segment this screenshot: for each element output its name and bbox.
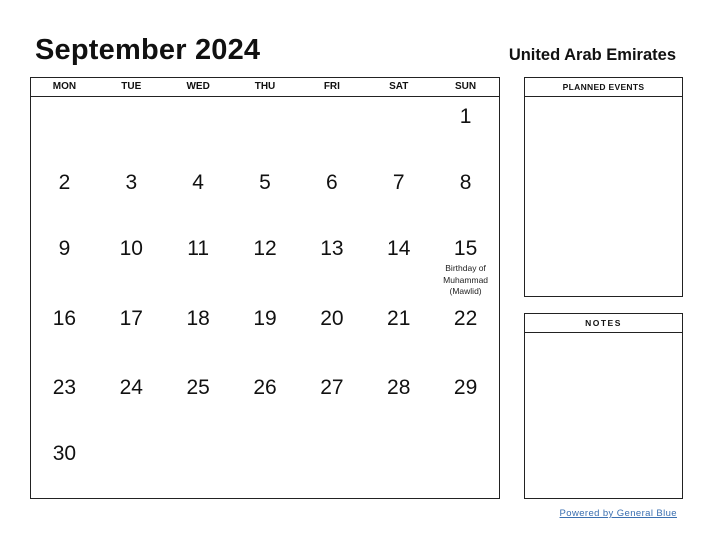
planned-events-panel	[524, 77, 683, 297]
day-cell	[232, 229, 299, 299]
calendar-week	[31, 229, 499, 299]
day-number: 24	[119, 376, 143, 399]
day-number: 15	[453, 237, 478, 260]
day-number: 2	[58, 171, 71, 194]
day-cell	[232, 299, 299, 368]
day-number	[98, 97, 165, 105]
day-number: 29	[453, 376, 478, 399]
day-cell	[165, 434, 232, 498]
weekday-tue: TUE	[121, 81, 142, 92]
day-cell	[165, 299, 232, 368]
day-number: 16	[52, 307, 77, 330]
day-number: 10	[119, 237, 143, 260]
day-number	[31, 97, 98, 105]
day-cell	[298, 368, 365, 434]
day-cell	[232, 368, 299, 434]
day-cell	[298, 229, 365, 299]
calendar-grid	[30, 77, 500, 499]
notes-panel	[524, 313, 683, 499]
calendar-week	[31, 368, 499, 434]
day-number: 12	[253, 237, 277, 260]
day-cell	[432, 368, 499, 434]
day-number	[365, 434, 432, 442]
day-cell	[432, 163, 499, 229]
day-number	[432, 434, 499, 442]
day-cell	[232, 97, 299, 163]
day-cell	[432, 229, 499, 299]
day-number: 7	[392, 171, 405, 194]
weekday-mon: MON	[52, 81, 77, 92]
day-cell	[98, 299, 165, 368]
day-number: 19	[253, 307, 277, 330]
planned-events-title: PLANNED EVENTS	[525, 78, 682, 97]
day-number	[298, 434, 365, 442]
day-number: 20	[320, 307, 344, 330]
weekday-thu: THU	[254, 81, 276, 92]
day-number: 23	[52, 376, 77, 399]
calendar-week	[31, 97, 499, 163]
day-number: 5	[259, 171, 271, 194]
day-cell	[298, 299, 365, 368]
day-cell	[31, 299, 98, 368]
day-cell	[298, 97, 365, 163]
day-cell	[98, 434, 165, 498]
calendar-week	[31, 299, 499, 368]
day-cell	[365, 368, 432, 434]
day-cell	[365, 299, 432, 368]
day-cell	[98, 229, 165, 299]
day-cell	[31, 97, 98, 163]
day-number: 14	[387, 237, 411, 260]
day-cell	[165, 229, 232, 299]
calendar-week	[31, 434, 499, 498]
day-cell	[165, 368, 232, 434]
day-cell	[232, 434, 299, 498]
weekday-header	[31, 78, 499, 97]
day-number: 22	[453, 307, 478, 330]
day-cell	[432, 434, 499, 498]
day-number: 17	[119, 307, 143, 330]
day-cell	[365, 229, 432, 299]
day-number: 6	[326, 171, 338, 194]
notes-title: NOTES	[525, 314, 682, 333]
weekday-fri: FRI	[323, 81, 340, 92]
day-number	[165, 434, 232, 442]
day-number	[298, 97, 365, 105]
day-number: 28	[387, 376, 411, 399]
country-name: United Arab Emirates	[508, 46, 676, 64]
day-cell	[365, 97, 432, 163]
page-title: September 2024	[35, 34, 261, 66]
day-cell	[98, 368, 165, 434]
day-number: 25	[186, 376, 210, 399]
weekday-sun: SUN	[455, 81, 477, 92]
day-number	[165, 97, 232, 105]
weekday-wed: WED	[186, 81, 210, 92]
day-cell	[31, 368, 98, 434]
day-number: 27	[320, 376, 344, 399]
day-cell	[298, 163, 365, 229]
day-cell	[432, 299, 499, 368]
day-number: 13	[320, 237, 344, 260]
day-number: 4	[192, 171, 204, 194]
day-number: 3	[125, 171, 138, 194]
calendar-week	[31, 163, 499, 229]
day-number: 9	[58, 237, 71, 260]
holiday-label: Birthday of Muhammad (Mawlid)	[443, 263, 489, 296]
day-cell	[31, 434, 98, 498]
day-number	[98, 434, 165, 442]
day-cell	[165, 97, 232, 163]
day-cell	[31, 163, 98, 229]
day-number: 30	[52, 442, 77, 465]
day-cell	[432, 97, 499, 163]
weekday-sat: SAT	[389, 81, 409, 92]
day-cell	[298, 434, 365, 498]
day-cell	[165, 163, 232, 229]
day-number: 11	[187, 237, 210, 260]
day-cell	[98, 163, 165, 229]
day-cell	[365, 163, 432, 229]
day-number: 21	[387, 307, 411, 330]
day-number	[365, 97, 432, 105]
day-cell	[98, 97, 165, 163]
day-number: 1	[459, 105, 472, 128]
day-number: 8	[459, 171, 472, 194]
day-cell	[232, 163, 299, 229]
day-cell	[365, 434, 432, 498]
day-number: 18	[186, 307, 210, 330]
day-cell	[31, 229, 98, 299]
day-number	[232, 434, 299, 442]
day-number	[232, 97, 299, 105]
day-number: 26	[253, 376, 277, 399]
powered-by-link[interactable]: Powered by General Blue	[559, 508, 677, 519]
